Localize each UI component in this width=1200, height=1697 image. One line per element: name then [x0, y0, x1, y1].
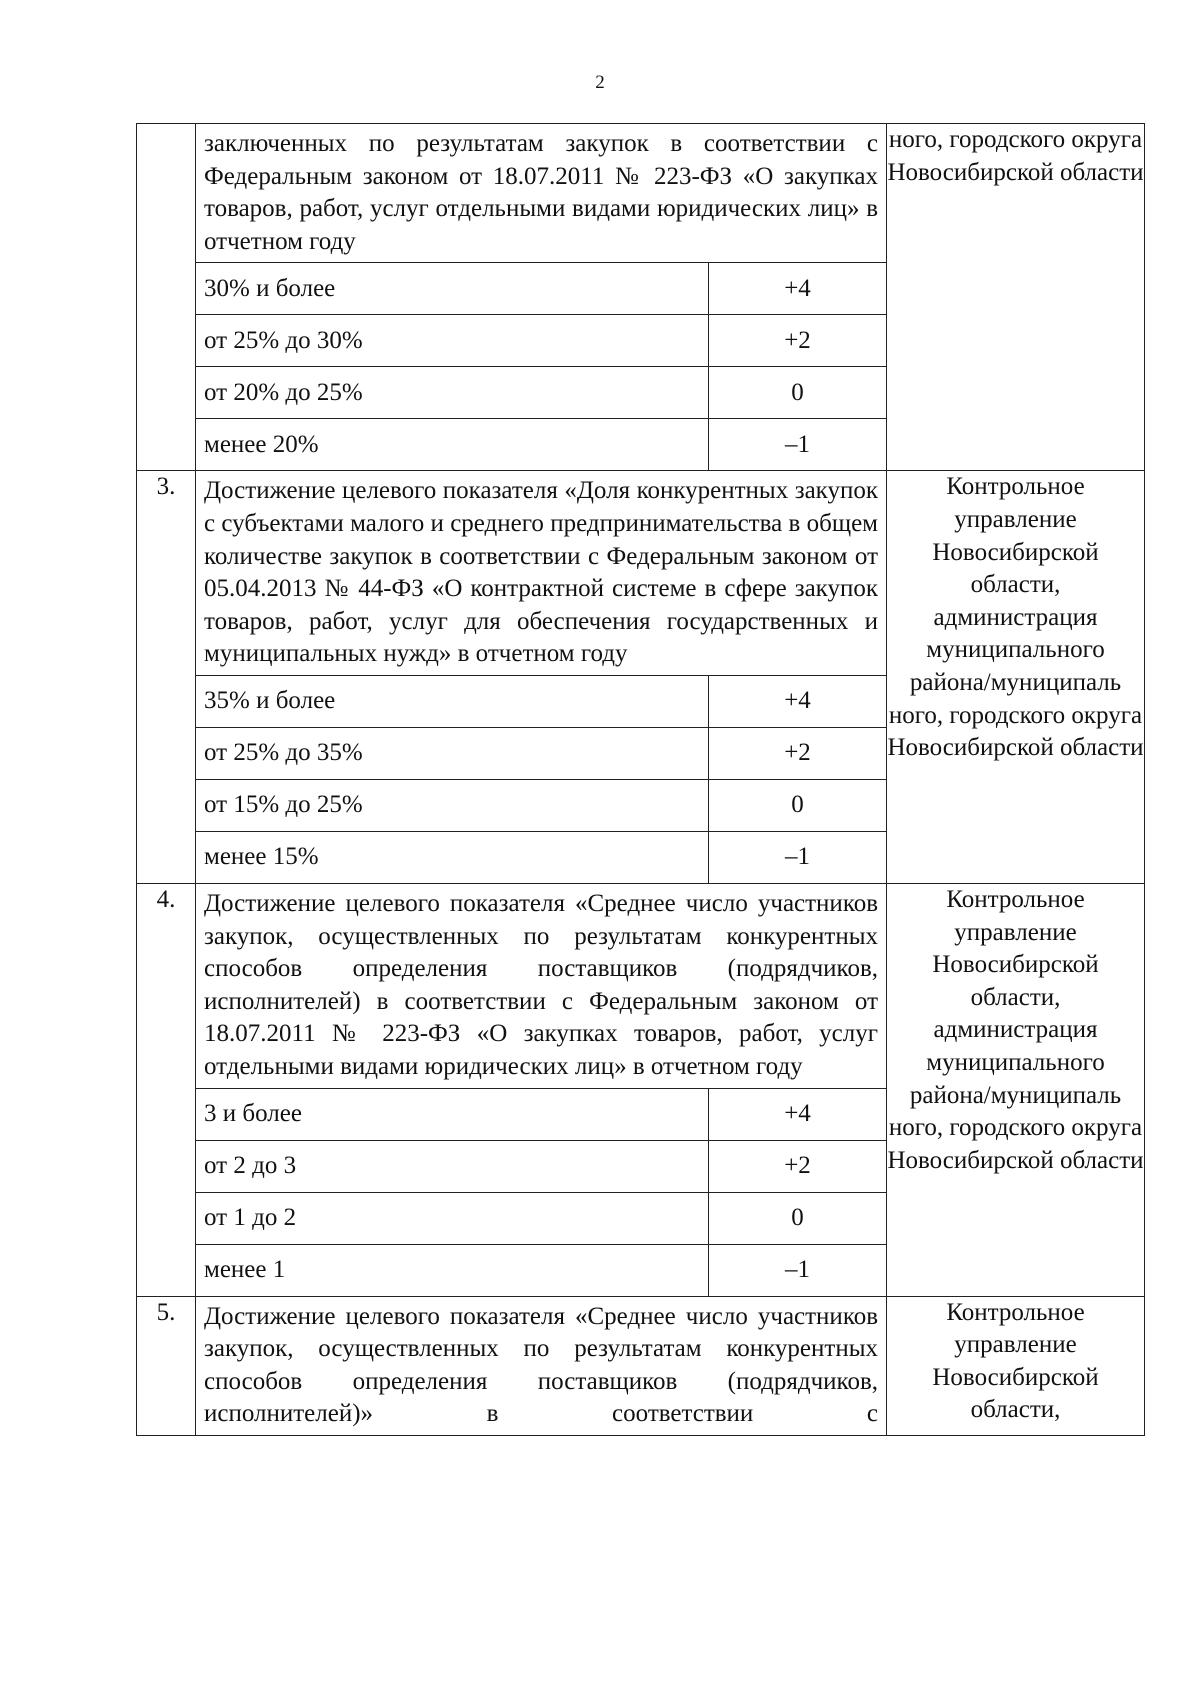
scoring-row — [196, 675, 886, 727]
table-row — [137, 1296, 1145, 1435]
row-content — [196, 124, 887, 471]
row-number: 5. — [137, 1296, 196, 1435]
criterion-points: +2 — [709, 727, 887, 779]
responsible-body: Контрольное управление Новосибирской области, — [887, 1296, 1145, 1435]
criteria-table — [136, 123, 1145, 1436]
indicator-description: Достижение целевого показателя «Среднее число участников закупок, осуществленных по результатам конкурентных способов определения поставщиков (подрядчиков, исполнителей)» в соответствии с — [204, 1302, 878, 1428]
scoring-row — [196, 1088, 886, 1140]
indicator-description: Достижение целевого показателя «Среднее число участников закупок, осуществленных по результатам конкурентных способов определения поставщиков (подрядчиков, исполнителей) в соответствии с Федеральным законом от 18.07.2011 № 223-ФЗ «О закупках товаров, работ, услуг отдельными видами юридических лиц» в отчетном году — [204, 889, 878, 1080]
criterion-points: +2 — [709, 1140, 887, 1192]
criterion-label: менее 1 — [196, 1244, 709, 1296]
criterion-label: от 20% до 25% — [196, 367, 709, 419]
criterion-label: от 25% до 30% — [196, 315, 709, 367]
row-content — [196, 883, 887, 1296]
criterion-points: –1 — [709, 831, 887, 883]
criterion-points: 0 — [709, 367, 887, 419]
scoring-row — [196, 263, 886, 315]
indicator-description: Достижение целевого показателя «Доля конкурентных закупок с субъектами малого и среднего предпринимательства в общем количестве закупок в соответствии с Федеральным законом от 05.04.2013 № 44-ФЗ «О контрактной системе в сфере закупок товаров, работ, услуг для обеспечения государственных и муниципальных нужд» в отчетном году — [204, 477, 878, 668]
criterion-points: +4 — [709, 263, 887, 315]
scoring-table — [196, 1088, 886, 1296]
criterion-points: –1 — [709, 1244, 887, 1296]
criterion-points: 0 — [709, 779, 887, 831]
criterion-label: менее 15% — [196, 831, 709, 883]
scoring-row — [196, 367, 886, 419]
scoring-row — [196, 831, 886, 883]
criterion-label: от 25% до 35% — [196, 727, 709, 779]
scoring-row — [196, 1140, 886, 1192]
criterion-points: 0 — [709, 1192, 887, 1244]
criterion-label: 3 и более — [196, 1088, 709, 1140]
indicator-description: заключенных по результатам закупок в соответствии с Федеральным законом от 18.07.2011 № 223-ФЗ «О закупках товаров, работ, услуг отдельными видами юридических лиц» в отчетном году — [204, 130, 878, 255]
responsible-body: Контрольное управление Новосибирской области, администрация муниципального района/муниципаль ного, городского округа Новосибирской области — [887, 471, 1145, 884]
scoring-row — [196, 1192, 886, 1244]
scoring-row — [196, 419, 886, 471]
scoring-row — [196, 1244, 886, 1296]
criterion-label: менее 20% — [196, 419, 709, 471]
table-row — [137, 471, 1145, 884]
criterion-points: +4 — [709, 675, 887, 727]
row-number: 3. — [137, 471, 196, 884]
scoring-row — [196, 779, 886, 831]
criterion-label: от 1 до 2 — [196, 1192, 709, 1244]
scoring-table — [196, 675, 886, 883]
row-content — [196, 1296, 887, 1435]
row-number: 4. — [137, 883, 196, 1296]
responsible-body: ного, городского округа Новосибирской области — [887, 124, 1145, 471]
criterion-points: +4 — [709, 1088, 887, 1140]
scoring-table — [196, 262, 886, 470]
row-content — [196, 471, 887, 884]
table-row — [137, 883, 1145, 1296]
scoring-row — [196, 315, 886, 367]
page-number: 2 — [595, 72, 605, 93]
criterion-label: от 2 до 3 — [196, 1140, 709, 1192]
criterion-label: 30% и более — [196, 263, 709, 315]
responsible-body: Контрольное управление Новосибирской области, администрация муниципального района/муниципаль ного, городского округа Новосибирской области — [887, 883, 1145, 1296]
criterion-label: 35% и более — [196, 675, 709, 727]
criterion-label: от 15% до 25% — [196, 779, 709, 831]
row-number — [137, 124, 196, 471]
criterion-points: +2 — [709, 315, 887, 367]
scoring-row — [196, 727, 886, 779]
criterion-points: –1 — [709, 419, 887, 471]
table-row — [137, 124, 1145, 471]
